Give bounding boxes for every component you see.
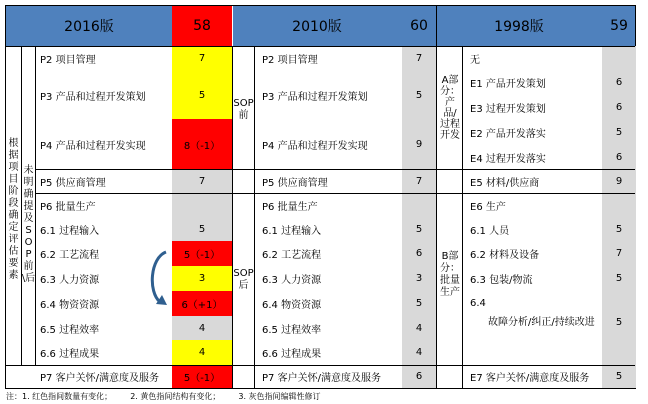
row-1998-e2: E2 产品开发落实 (470, 129, 546, 140)
left-sub-label: 未明确提及SOP前\后 (21, 165, 36, 284)
footnote-item-3: 3. 灰色指间编辑性修订 (238, 392, 321, 401)
value-2016-63: 3 (198, 273, 206, 284)
header-2010-title: 2010版 (292, 19, 342, 35)
row-2016-61: 6.1 过程输入 (40, 225, 100, 237)
border-h (6, 46, 635, 47)
row-1998-e7: E7 客户关怀/满意度及服务 (470, 373, 590, 384)
border-h (35, 169, 635, 170)
value-2010-p4: 9 (415, 138, 423, 150)
row-1998-64: 6.4 (470, 298, 486, 309)
value-1998-e2: 5 (615, 127, 623, 138)
footnote-item-1 (6, 391, 112, 403)
row-2016-p2: P2 项目管理 (40, 55, 96, 66)
row-2010-p5: P5 供应商管理 (262, 177, 328, 189)
row-2010-p3: P3 产品和过程开发策划 (262, 91, 368, 103)
value-2010-p2: 7 (415, 53, 423, 64)
value-2016-p7: 5（-1） (183, 373, 221, 384)
header-2016-count: 58 (172, 6, 232, 46)
footnote-prefix: 注： (6, 392, 22, 401)
row-2010-p4: P4 产品和过程开发实现 (262, 140, 368, 152)
row-1998-e6: E6 生产 (470, 201, 506, 213)
curved-arrow-icon (146, 248, 172, 310)
row-2016-64: 6.4 物资资源 (40, 300, 100, 311)
value-2016-65: 4 (198, 322, 206, 334)
value-2010-p3: 5 (415, 89, 423, 101)
header-1998-title: 1998版 (494, 19, 544, 35)
footnote (6, 391, 321, 403)
left-label: 根据项目阶段确定评估要素 (8, 138, 19, 281)
row-2016-p3: P3 产品和过程开发策划 (40, 91, 146, 103)
border-v (254, 46, 255, 389)
value-2016-66: 4 (198, 347, 206, 358)
row-2016-p7: P7 客户关怀/满意度及服务 (40, 373, 159, 384)
value-2010-p5: 7 (415, 175, 423, 187)
row-2010-63: 6.3 人力资源 (262, 275, 322, 286)
row-1998-e3: E3 过程开发策划 (470, 104, 546, 115)
row-2016-63: 6.3 人力资源 (40, 275, 100, 286)
value-2016-62: 5（-1） (183, 250, 221, 261)
footnote-item-2: 2. 黄色指间结构有变化； (130, 392, 221, 401)
row-1998-62: 6.2 材料及设备 (470, 250, 540, 261)
value-2016-p4: 8（-1） (183, 140, 221, 152)
row-1998-e5: E5 材料/供应商 (470, 177, 540, 189)
part-a-label: A部分：产品/过程开发 (440, 74, 460, 141)
row-2010-p7: P7 客户关怀/满意度及服务 (262, 373, 381, 384)
value-1998-e3: 6 (615, 102, 623, 113)
row-2016-62: 6.2 工艺流程 (40, 250, 100, 261)
value-2010-p7: 6 (415, 371, 423, 382)
sop-before-label: SOP前 (233, 98, 254, 121)
value-2010-63: 3 (415, 273, 423, 284)
value-2010-66: 4 (415, 347, 423, 358)
value-1998-61: 5 (615, 223, 623, 235)
value-1998-62: 7 (615, 248, 623, 259)
header-2010-count: 60 (410, 18, 428, 34)
header-2016-title: 2016版 (64, 19, 114, 35)
value-2016-p3: 5 (198, 89, 206, 101)
row-2010-p6: P6 批量生产 (262, 201, 318, 213)
sop-after-label: SOP后 (233, 268, 254, 291)
value-2016-64: 6（+1） (181, 300, 223, 311)
value-2010-62: 6 (415, 248, 423, 259)
value-2010-65: 4 (415, 322, 423, 334)
row-2010-61: 6.1 过程输入 (262, 225, 322, 237)
value-1998-e1: 6 (615, 77, 623, 88)
row-2016-65: 6.5 过程效率 (40, 324, 100, 336)
row-2016-p4: P4 产品和过程开发实现 (40, 140, 146, 152)
row-2010-p2: P2 项目管理 (262, 55, 318, 66)
value-2010-64: 5 (415, 298, 423, 309)
row-2010-66: 6.6 过程成果 (262, 349, 322, 360)
value-2010-61: 5 (415, 223, 423, 235)
value-1998-e5: 9 (615, 175, 623, 187)
border-v (436, 6, 437, 389)
row-1998-63: 6.3 包装/物流 (470, 275, 533, 286)
row-2016-66: 6.6 过程成果 (40, 349, 100, 360)
value-1998-64: 5 (615, 317, 623, 328)
header-1998-count: 59 (610, 18, 628, 34)
value-2016-p2: 7 (198, 53, 206, 64)
row-1998-none: 无 (470, 54, 480, 66)
row-2016-p6: P6 批量生产 (40, 201, 96, 213)
value-2016-61: 5 (198, 223, 206, 235)
row-1998-e1: E1 产品开发策划 (470, 79, 546, 90)
value-1998-e7: 5 (615, 371, 623, 382)
row-2010-65: 6.5 过程效率 (262, 324, 322, 336)
row-1998-e4: E4 过程开发落实 (470, 153, 546, 165)
row-2010-64: 6.4 物资资源 (262, 300, 322, 311)
part-b-label: B部分：批量生产 (440, 251, 460, 298)
border-v (462, 46, 463, 388)
value-1998-e4: 6 (615, 151, 623, 163)
row-2010-62: 6.2 工艺流程 (262, 250, 322, 261)
row-1998-61: 6.1 人员 (470, 225, 510, 237)
footnote-text-1: 1. 红色指间数量有变化； (22, 392, 113, 401)
row-1998-64-desc: 故障分析/纠正/持续改进 (488, 317, 595, 328)
value-2016-p5: 7 (198, 175, 206, 187)
border-v (232, 6, 233, 46)
value-1998-63: 5 (615, 273, 623, 284)
row-2016-p5: P5 供应商管理 (40, 177, 106, 189)
